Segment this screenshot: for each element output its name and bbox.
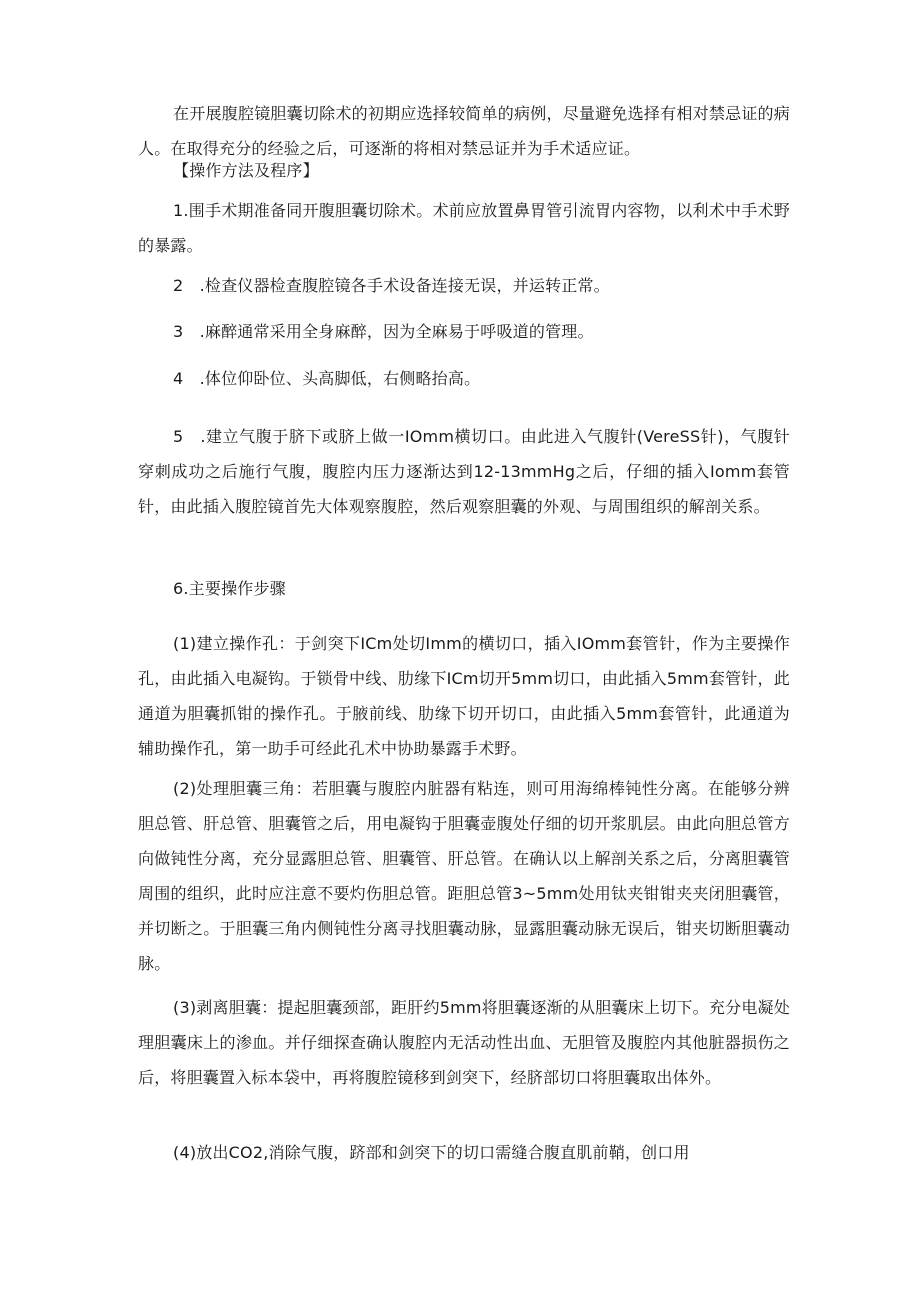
paragraph-step-5: 5 .建立气腹于脐下或脐上做一IOmm横切口。由此进入气腹针(VereSS针)，气腹针穿刺成功之后施行气腹，腹腔内压力逐渐达到12-13mmHg之后，仔细的插入Iomm套管针，由此插入腹腔镜首先大体观察腹腔，然后观察胆囊的外观、与周围组织的解剖关系。 <box>138 427 790 516</box>
paragraph-step-6-heading: 6.主要操作步骤 <box>173 579 286 598</box>
paragraph-step-4: 4 .体位仰卧位、头高脚低，右侧略抬高。 <box>173 369 481 388</box>
paragraph-step-3: 3 .麻醉通常采用全身麻醉，因为全麻易于呼吸道的管理。 <box>173 322 594 341</box>
paragraph-substep-2: (2)处理胆囊三角：若胆囊与腹腔内脏器有粘连，则可用海绵棒钝性分离。在能够分辨胆总管、肝总管、胆囊管之后，用电凝钩于胆囊壶腹处仔细的切开浆肌层。由此向胆总管方向做钝性分离，充分显露胆总管、胆囊管、肝总管。在确认以上解剖关系之后，分离胆囊管周围的组织，此时应注意不要灼伤胆总管。距胆总管3~5mm处用钛夹钳钳夹夹闭胆囊管，并切断之。于胆囊三角内侧钝性分离寻找胆囊动脉，显露胆囊动脉无误后，钳夹切断胆囊动脉。 <box>138 779 790 973</box>
section-heading: 【操作方法及程序】 <box>173 161 319 180</box>
paragraph-substep-1: (1)建立操作孔：于剑突下ICm处切Imm的横切口，插入IOmm套管针，作为主要操作孔，由此插入电凝钩。于锁骨中线、肋缘下ICm切开5mm切口，由此插入5mm套管针，此通道为胆囊抓钳的操作孔。于腋前线、肋缘下切开切口，由此插入5mm套管针，此通道为辅助操作孔，第一助手可经此孔术中协助暴露手术野。 <box>138 634 790 758</box>
paragraph-substep-4: (4)放出CO2,消除气腹，跻部和剑突下的切口需缝合腹直肌前鞘，创口用 <box>173 1143 690 1162</box>
paragraph-intro: 在开展腹腔镜胆囊切除术的初期应选择较简单的病例，尽量避免选择有相对禁忌证的病人。在取得充分的经验之后，可逐渐的将相对禁忌证并为手术适应证。 <box>138 104 790 158</box>
paragraph-step-2: 2 .检查仪器检查腹腔镜各手术设备连接无误，并运转正常。 <box>173 276 610 295</box>
paragraph-substep-3: (3)剥离胆囊：提起胆囊颈部，距肝约5mm将胆囊逐渐的从胆囊床上切下。充分电凝处理胆囊床上的渗血。并仔细探查确认腹腔内无活动性出血、无胆管及腹腔内其他脏器损伤之后，将胆囊置入标本袋中，再将腹腔镜移到剑突下，经脐部切口将胆囊取出体外。 <box>138 998 790 1087</box>
paragraph-step-1: 1.围手术期准备同开腹胆囊切除术。术前应放置鼻胃管引流胃内容物，以利术中手术野的暴露。 <box>138 201 790 255</box>
